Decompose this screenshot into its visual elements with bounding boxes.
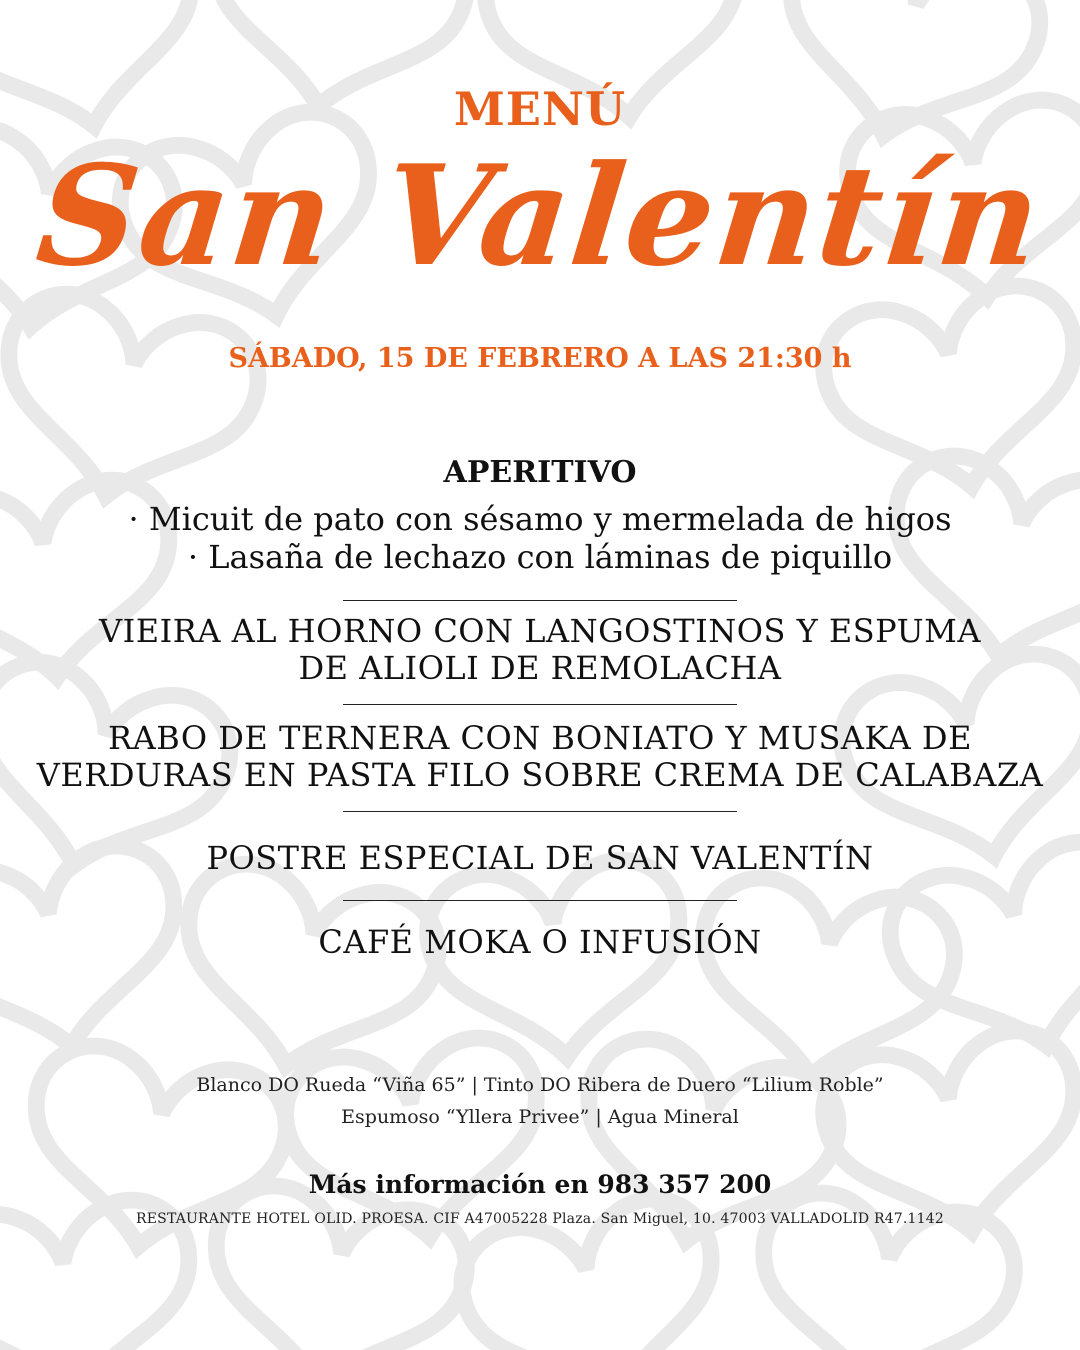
dish-postre: POSTRE ESPECIAL DE SAN VALENTÍN [206, 839, 874, 877]
event-date: SÁBADO, 15 DE FEBRERO A LAS 21:30 h [228, 343, 852, 374]
dish-vieira-line1: VIEIRA AL HORNO CON LANGOSTINOS Y ESPUMA [99, 612, 981, 650]
dish-vieira-line2: DE ALIOLI DE REMOLACHA [298, 649, 782, 687]
drinks-line2: Espumoso “Yllera Privee” | Agua Mineral [341, 1106, 739, 1128]
aperitivo-heading: APERITIVO [443, 455, 637, 490]
dish-rabo-line1: RABO DE TERNERA CON BONIATO Y MUSAKA DE [108, 719, 972, 757]
divider [343, 704, 737, 705]
divider [343, 600, 737, 601]
aperitivo-item: · Lasaña de lechazo con láminas de piquillo [187, 538, 893, 576]
menu-word: MENÚ [453, 82, 627, 136]
dish-cafe: CAFÉ MOKA O INFUSIÓN [318, 923, 762, 961]
drinks-line1: Blanco DO Rueda “Viña 65” | Tinto DO Ribera de Duero “Lilium Roble” [196, 1074, 884, 1096]
divider [343, 811, 737, 812]
legal-footer: RESTAURANTE HOTEL OLID. PROESA. CIF A47005228 Plaza. San Miguel, 10. 47003 VALLADOLID R47.1142 [136, 1211, 944, 1227]
aperitivo-item: · Micuit de pato con sésamo y mermelada de higos [128, 500, 952, 538]
dish-rabo-line2: VERDURAS EN PASTA FILO SOBRE CREMA DE CALABAZA [36, 756, 1044, 794]
divider [343, 900, 737, 901]
script-title: San Valentín [30, 134, 1050, 297]
info-phone: Más información en 983 357 200 [308, 1170, 772, 1199]
